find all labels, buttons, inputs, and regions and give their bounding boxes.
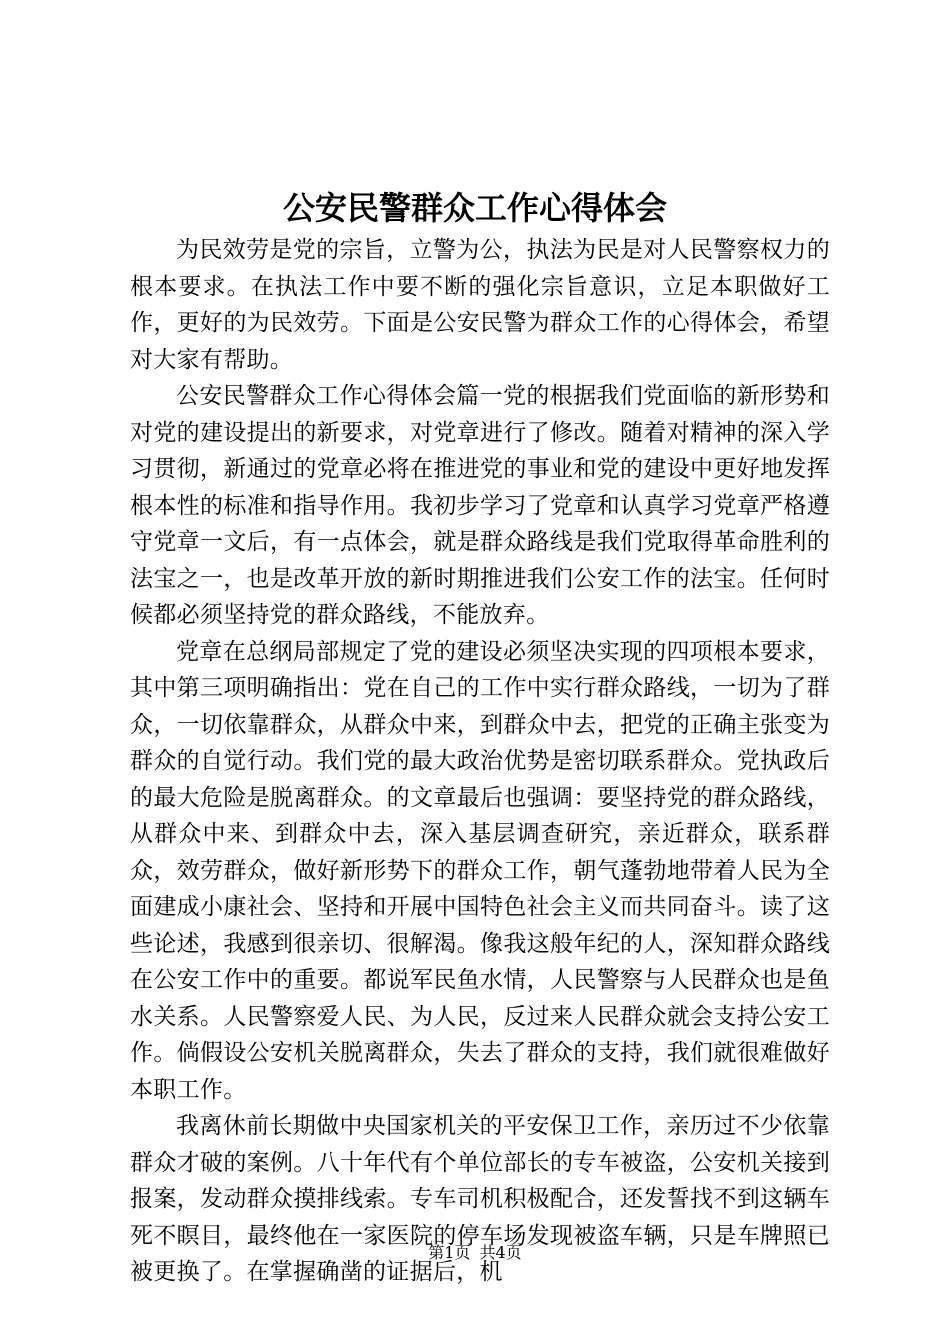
total-pages: 共4页 (479, 1243, 522, 1262)
paragraph-intro: 为民效劳是党的宗旨，立警为公，执法为民是对人民警察权力的根本要求。在执法工作中要不断的强化宗旨意识，立足本职做好工作，更好的为民效劳。下面是公安民警为群众工作的心得体会，希望对大家有帮助。 (130, 237, 830, 373)
page-number: 第1页 (428, 1243, 471, 1262)
document-body (130, 232, 830, 1291)
paragraph-case-example: 我离休前长期做中央国家机关的平安保卫工作，亲历过不少依靠群众才破的案例。八十年代有个单位部长的专车被盗，公安机关接到报案，发动群众摸排线索。专车司机积极配合，还发誓找不到这辆车死不瞑目，最终他在一家医院的停车场发现被盗车辆，只是车牌照已被更换了。在掌握确凿的证据后，机 (130, 1113, 830, 1285)
paragraph-part-one: 公安民警群众工作心得体会篇一党的根据我们党面临的新形势和对党的建设提出的新要求，对党章进行了修改。随着对精神的深入学习贯彻，新通过的党章必将在推进党的事业和党的建设中更好地发挥根本性的标准和指导作用。我初步学习了党章和认真学习党章严格遵守党章一文后，有一点体会，就是群众路线是我们党取得革命胜利的法宝之一，也是改革开放的新时期推进我们公安工作的法宝。任何时候都必须坚持党的群众路线，不能放弃。 (130, 383, 830, 628)
paragraph-party-constitution: 党章在总纲局部规定了党的建设必须坚决实现的四项根本要求，其中第三项明确指出：党在自己的工作中实行群众路线，一切为了群众，一切依靠群众，从群众中来，到群众中去，把党的正确主张变为群众的自觉行动。我们党的最大政治优势是密切联系群众。党执政后的最大危险是脱离群众。的文章最后也强调：要坚持党的群众路线，从群众中来、到群众中去，深入基层调查研究，亲近群众，联系群众，效劳群众，做好新形势下的群众工作，朝气蓬勃地带着人民为全面建成小康社会、坚持和开展中国特色社会主义而共同奋斗。读了这些论述，我感到很亲切、很解渴。像我这般年纪的人，深知群众路线在公安工作中的重要。都说军民鱼水情，人民警察与人民群众也是鱼水关系。人民警察爱人民、为人民，反过来人民群众就会支持公安工作。倘假设公安机关脱离群众，失去了群众的支持，我们就很难做好本职工作。 (130, 638, 830, 1103)
page-footer (0, 1243, 950, 1263)
document-title: 公安民警群众工作心得体会 (282, 189, 667, 227)
